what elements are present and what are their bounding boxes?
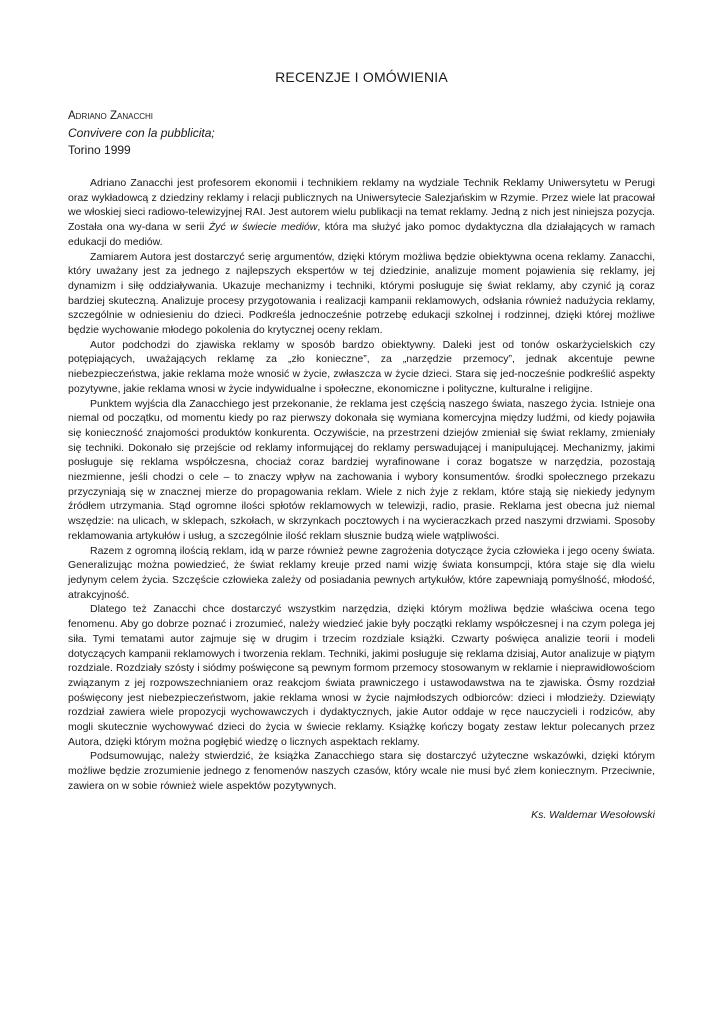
review-page (68, 0, 655, 822)
paragraph: Punktem wyjścia dla Zanacchiego jest przekonanie, że reklama jest częścią naszego świata, naszego życia. Istnieje ona niemal od początku, od momentu kiedy po raz pierwszy dokonała się wymiana komercyjna między ludźmi, od kiedy pojawiła się konieczność znajomości produktów konkurenta. Oczywiście, na przestrzeni dziejów zmieniał się świat reklamy, zmieniały się techniki. Dokonało się przejście od reklamy informującej do reklamy perswadującej i manipulującej. Mechanizmy, jakimi posługuje się reklama współczesna, chociaż coraz bardziej wyrafinowane i coraz bogatsze w narzędzia, pozostają niezmienne, jeśli chodzi o cele – to znaczy wpływ na zachowania i wybory konsumentów. środki społecznego przekazu przyczyniają się w znacznej mierze do propagowania reklam. Wiele z nich żyje z reklam, które stają się niekiedy jedynym źródłem utrzymania. Stąd ogromne ilości spłotów reklamowych w telewizji, radio, prasie. Reklama jest obecna już niemal wszędzie: na ulicach, w sklepach, szkołach, w skrzynkach pocztowych i na wycieraczkach przed naszymi drzwiami. Sposoby reklamowania artykułów i usług, a szczególnie ilość reklam słusznie budzą wiele wątpliwości. (68, 397, 655, 542)
book-title: Convivere con la pubblicita; (68, 126, 215, 140)
series-title: Żyć w świecie mediów (208, 221, 318, 234)
paragraph: Dlatego też Zanacchi chce dostarczyć wszystkim narzędzia, dzięki którym możliwa będzie właściwa ocena tego fenomenu. Aby go dobrze poznać i zrozumieć, należy wiedzieć jakie były początki reklamy współczesnej i na czym polega jej siła. Tymi tematami autor zajmuje się w drugim i trzecim rozdziale książki. Czwarty poświęca analizie teorii i modeli dotyczących kampanii reklamowych i tworzenia reklam. Techniki, jakimi posługuje się reklama dzisiaj, Autor analizuje w piątym rozdziale. Rozdziały szósty i siódmy poświęcone są pewnym formom przemocy stosowanym w reklamie i nieprawidłowościom związanym z jej rozpowszechnianiem oraz reakcjom świata prawniczego i ustawodawstwa na te zjawiska. Ósmy rozdział poświęcony jest niebezpieczeństwom, jakie reklama wnosi w życie najmłodszych odbiorców: dzieci i młodzieży. Dziewiąty rozdział zawiera wiele propozycji wychowawczych i dydaktycznych, jakie Autor oddaje w ręce nauczycieli i rodziców, aby mogli skutecznie wychowywać dzieci do życia w świecie reklamy. Książkę kończy bogaty zestaw lektur polecanych przez Autora, dzięki którym można pogłębić wiedzę o licznych aspektach reklamy. (68, 603, 655, 748)
paragraph (68, 176, 655, 250)
paragraph-text: , która ma służyć jako pomoc dydaktyczna dla działających w ramach edukacji do mediów. (68, 221, 656, 248)
section-title: RECENZJE I OMÓWIENIA (275, 69, 448, 85)
book-author: Adriano Zanacchi (68, 110, 154, 122)
paragraph: Autor podchodzi do zjawiska reklamy w sposób bardzo obiektywny. Daleki jest od tonów oskarżycielskich czy potępiających, uważających reklamę za „zło konieczne”, za „narzędzie przemocy”, jednak akcentuje pewne niebezpieczeństwa, jakie reklama może wnosić w życie, zwłaszcza w życie dzieci. Stara się jed-nocześnie podkreślić aspekty pozytywne, jakie reklama wnosi w życie indywidualne i społeczne, ekonomiczne i polityczne, kulturalne i religijne. (68, 338, 655, 395)
review-body (68, 176, 655, 794)
paragraph: Podsumowując, należy stwierdzić, że książka Zanacchiego stara się dostarczyć użyteczne wskazówki, dzięki którym możliwe będzie zrozumienie jednego z fenomenów naszych czasów, który wcale nie musi być złem koniecznym. Przeciwnie, zawiera on w sobie również wiele aspektów pozytywnych. (68, 750, 655, 792)
reviewer-signature: Ks. Waldemar Wesołowski (531, 808, 655, 821)
paragraph-text: Adriano Zanacchi jest profesorem ekonomii i technikiem reklamy na wydziale Technik Reklamy Uniwersytetu w Perugi oraz wykładowcą z dziedziny reklamy i relacji publicznych na Uniwersytecie Salezjańskim w Rzymie. Przez wiele lat pracował we włoskiej sieci radiowo-telewizyjnej RAI. Jest autorem wielu publikacji na temat reklamy. Jedną z nich jest niniejsza pozycja. Została ona wy-dana w serii (68, 177, 655, 234)
paragraph: Zamiarem Autora jest dostarczyć serię argumentów, dzięki którym możliwa będzie obiektywna ocena reklamy. Zanacchi, który uważany jest za jednego z najlepszych ekspertów w tej dziedzinie, analizuje moment pojawienia się reklamy, jej dynamizm i siłę oddziaływania. Ukazuje mechanizmy i techniki, którymi posługuje się świat reklamy, aby czynić ją coraz bardziej skuteczną. Analizuje procesy przygotowania i realizacji kampanii reklamowych, odsłania również nadużycia reklamy, szczególnie w odniesieniu do dzieci. Podkreśla jednocześnie potrzebę edukacji szkolnej i rodzinnej, dzięki której możliwe będzie wychowanie młodego pokolenia do krytycznej oceny reklam. (68, 250, 655, 337)
review-meta (68, 108, 655, 159)
paragraph: Razem z ogromną ilością reklam, idą w parze również pewne zagrożenia dotyczące życia człowieka i jego oceny świata. Generalizując można powiedzieć, że świat reklamy kreuje przed nami wizję świata konsumpcji, która staje się dla wielu jedynym celem życia. Szczęście człowieka zależy od posiadania pewnych artykułów, które zapewniają pomyślność, młodość, atrakcyjność. (68, 544, 655, 601)
book-place-year: Torino 1999 (68, 143, 131, 157)
